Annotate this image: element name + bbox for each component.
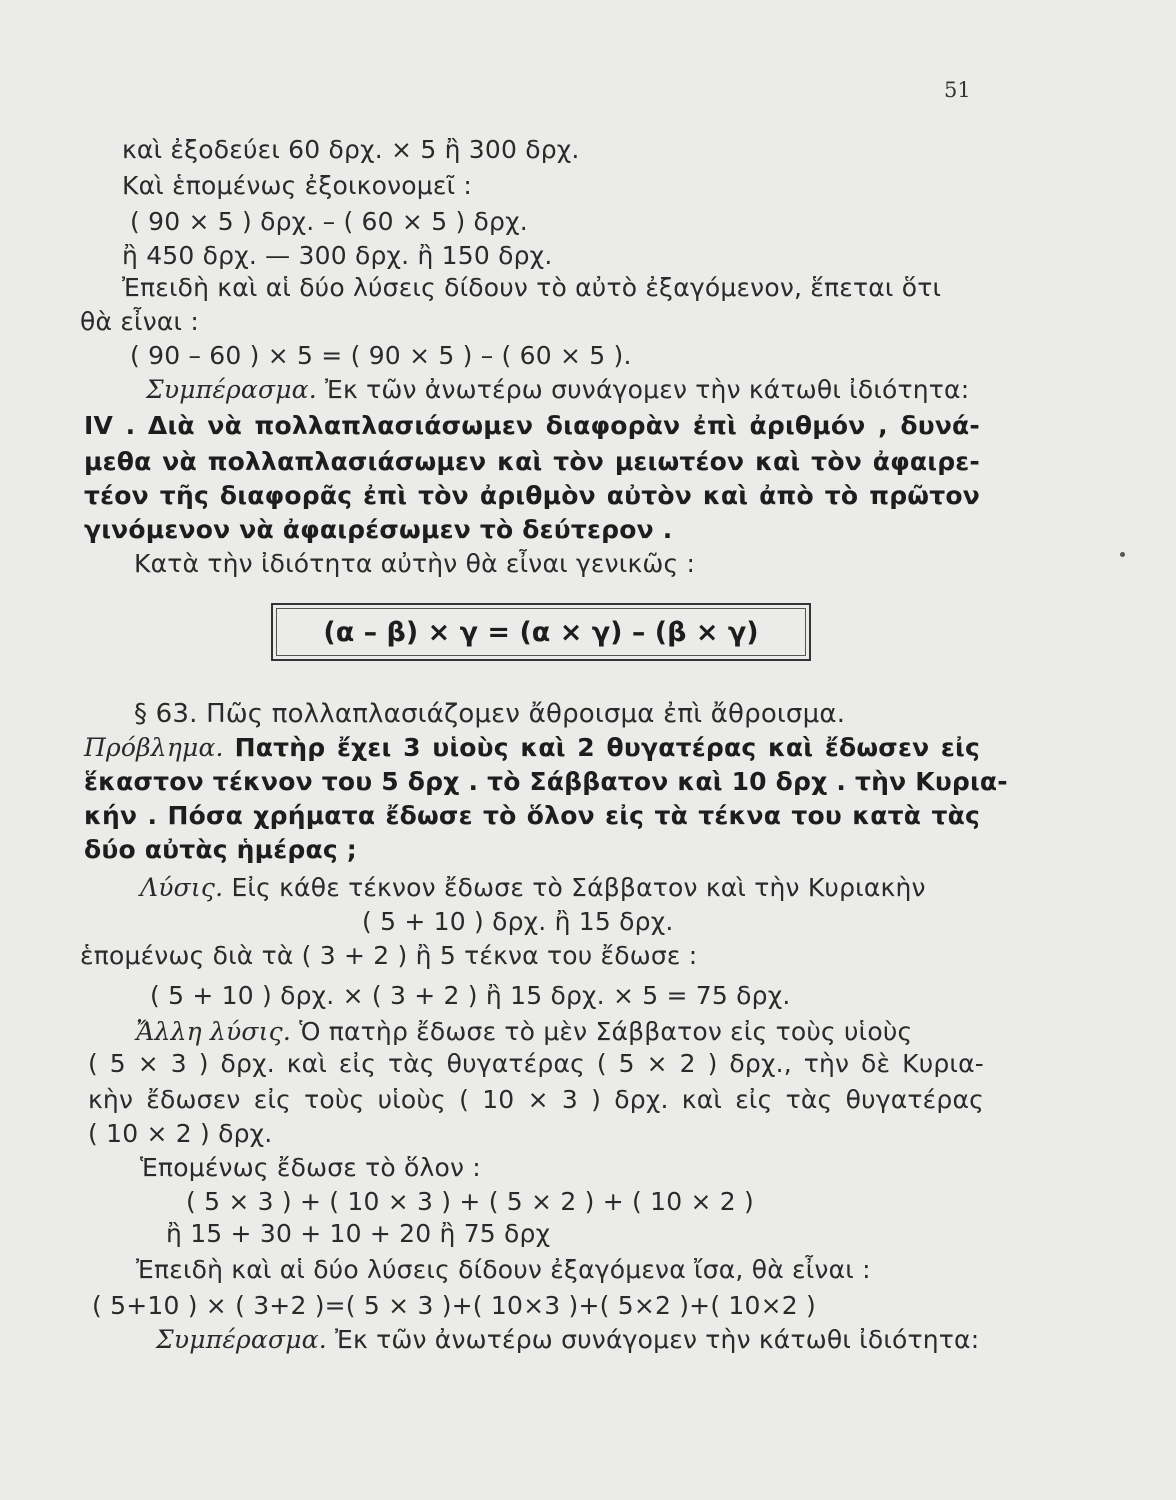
final-conclusion-text: Ἐκ τῶν ἀνωτέρω συνάγομεν τὴν κάτωθι ἰδιότητα: xyxy=(335,1325,980,1354)
solution-line-4: ( 5 + 10 ) δρχ. × ( 3 + 2 ) ἢ 15 δρχ. × 5 = 75 δρχ. xyxy=(150,981,791,1010)
text-line-3: ( 90 × 5 ) δρχ. – ( 60 × 5 ) δρχ. xyxy=(130,207,528,236)
alt-solution-line-6: ( 5 × 3 ) + ( 10 × 3 ) + ( 5 × 2 ) + ( 10 × 2 ) xyxy=(186,1187,754,1216)
solution-line-2: ( 5 + 10 ) δρχ. ἢ 15 δρχ. xyxy=(362,907,674,936)
text-line-general: Κατὰ τὴν ἰδιότητα αὐτὴν θὰ εἶναι γενικῶς : xyxy=(134,549,696,578)
formula-box xyxy=(271,603,811,661)
conclusion-lead-1: Συμπέρασμα. xyxy=(146,375,317,404)
page-number: 51 xyxy=(944,78,971,102)
rule-line-1: IV . Διὰ νὰ πολλαπλασιάσωμεν διαφορὰν ἐπὶ ἀριθμόν , δυνά- xyxy=(84,411,980,440)
rule-line-3: τέον τῆς διαφορᾶς ἐπὶ τὸν ἀριθμὸν αὐτὸν καὶ ἀπὸ τὸ πρῶτον xyxy=(84,481,980,510)
rule-line-2: μεθα νὰ πολλαπλασιάσωμεν καὶ τὸν μειωτέον καὶ τὸν ἀφαιρε- xyxy=(84,447,980,476)
alt-solution-line-2: ( 5 × 3 ) δρχ. καὶ εἰς τὰς θυγατέρας ( 5 × 2 ) δρχ., τὴν δὲ Κυρια- xyxy=(88,1049,984,1078)
formula-text: (α – β) × γ = (α × γ) – (β × γ) xyxy=(323,616,759,648)
alt-solution-line-3: κὴν ἔδωσεν εἰς τοὺς υἱοὺς ( 10 × 3 ) δρχ. καὶ εἰς τὰς θυγατέρας xyxy=(88,1085,984,1114)
problem-line-4: δύο αὐτὰς ἡμέρας ; xyxy=(84,835,357,864)
stray-dot xyxy=(1120,552,1125,557)
text-line-6: θὰ εἶναι : xyxy=(80,307,199,336)
equation-line: ( 90 – 60 ) × 5 = ( 90 × 5 ) – ( 60 × 5 ). xyxy=(130,341,632,370)
section-heading: § 63. Πῶς πολλαπλασιάζομεν ἄθροισμα ἐπὶ ἄθροισμα. xyxy=(134,699,846,729)
alt-solution-line-9: ( 5+10 ) × ( 3+2 )=( 5 × 3 )+( 10×3 )+( 5×2 )+( 10×2 ) xyxy=(92,1291,816,1320)
problem-text-1: Πατὴρ ἔχει 3 υἱοὺς καὶ 2 θυγατέρας καὶ ἔδωσεν εἰς xyxy=(234,733,980,762)
problem-line-2: ἕκαστον τέκνον του 5 δρχ . τὸ Σάββατον καὶ 10 δρχ . τὴν Κυρια- xyxy=(84,767,1008,796)
alt-solution-line-4: ( 10 × 2 ) δρχ. xyxy=(88,1119,273,1148)
solution-line-1 xyxy=(140,872,926,904)
final-conclusion-lead: Συμπέρασμα. xyxy=(156,1325,327,1354)
text-line-5: Ἐπειδὴ καὶ αἱ δύο λύσεις δίδουν τὸ αὐτὸ ἐξαγόμενον, ἕπεται ὅτι xyxy=(122,273,942,302)
solution-text: Εἰς κάθε τέκνον ἔδωσε τὸ Σάββατον καὶ τὴν Κυριακὴν xyxy=(231,873,926,902)
alt-solution-line-7: ἢ 15 + 30 + 10 + 20 ἢ 75 δρχ xyxy=(166,1219,551,1248)
conclusion-text-1: Ἐκ τῶν ἀνωτέρω συνάγομεν τὴν κάτωθι ἰδιότητα: xyxy=(325,375,970,404)
final-conclusion-line xyxy=(156,1324,979,1356)
solution-line-3: ἑπομένως διὰ τὰ ( 3 + 2 ) ἢ 5 τέκνα του ἔδωσε : xyxy=(80,941,698,970)
text-line-1: καὶ ἐξοδεύει 60 δρχ. × 5 ἢ 300 δρχ. xyxy=(122,135,580,164)
text-line-2: Καὶ ἑπομένως ἐξοικονομεῖ : xyxy=(122,171,473,200)
rule-line-4: γινόμενον νὰ ἀφαιρέσωμεν τὸ δεύτερον . xyxy=(84,515,673,544)
alt-solution-line-1 xyxy=(136,1016,912,1048)
alt-solution-line-5: Ἑπομένως ἔδωσε τὸ ὅλον : xyxy=(140,1153,481,1182)
alt-solution-line-8: Ἐπειδὴ καὶ αἱ δύο λύσεις δίδουν ἐξαγόμενα ἴσα, θὰ εἶναι : xyxy=(136,1255,871,1284)
solution-lead: Λύσις. xyxy=(140,873,224,902)
problem-line-3: κήν . Πόσα χρήματα ἔδωσε τὸ ὅλον εἰς τὰ τέκνα του κατὰ τὰς xyxy=(84,801,980,830)
text-line-4: ἢ 450 δρχ. — 300 δρχ. ἢ 150 δρχ. xyxy=(122,241,553,270)
problem-lead: Πρόβλημα. xyxy=(84,733,224,762)
problem-line-1 xyxy=(84,732,980,764)
alt-solution-text: Ὁ πατὴρ ἔδωσε τὸ μὲν Σάββατον εἰς τοὺς υἱοὺς xyxy=(299,1017,913,1046)
conclusion-line-1 xyxy=(146,374,969,406)
alt-solution-lead: Ἄλλη λύσις. xyxy=(136,1017,292,1046)
